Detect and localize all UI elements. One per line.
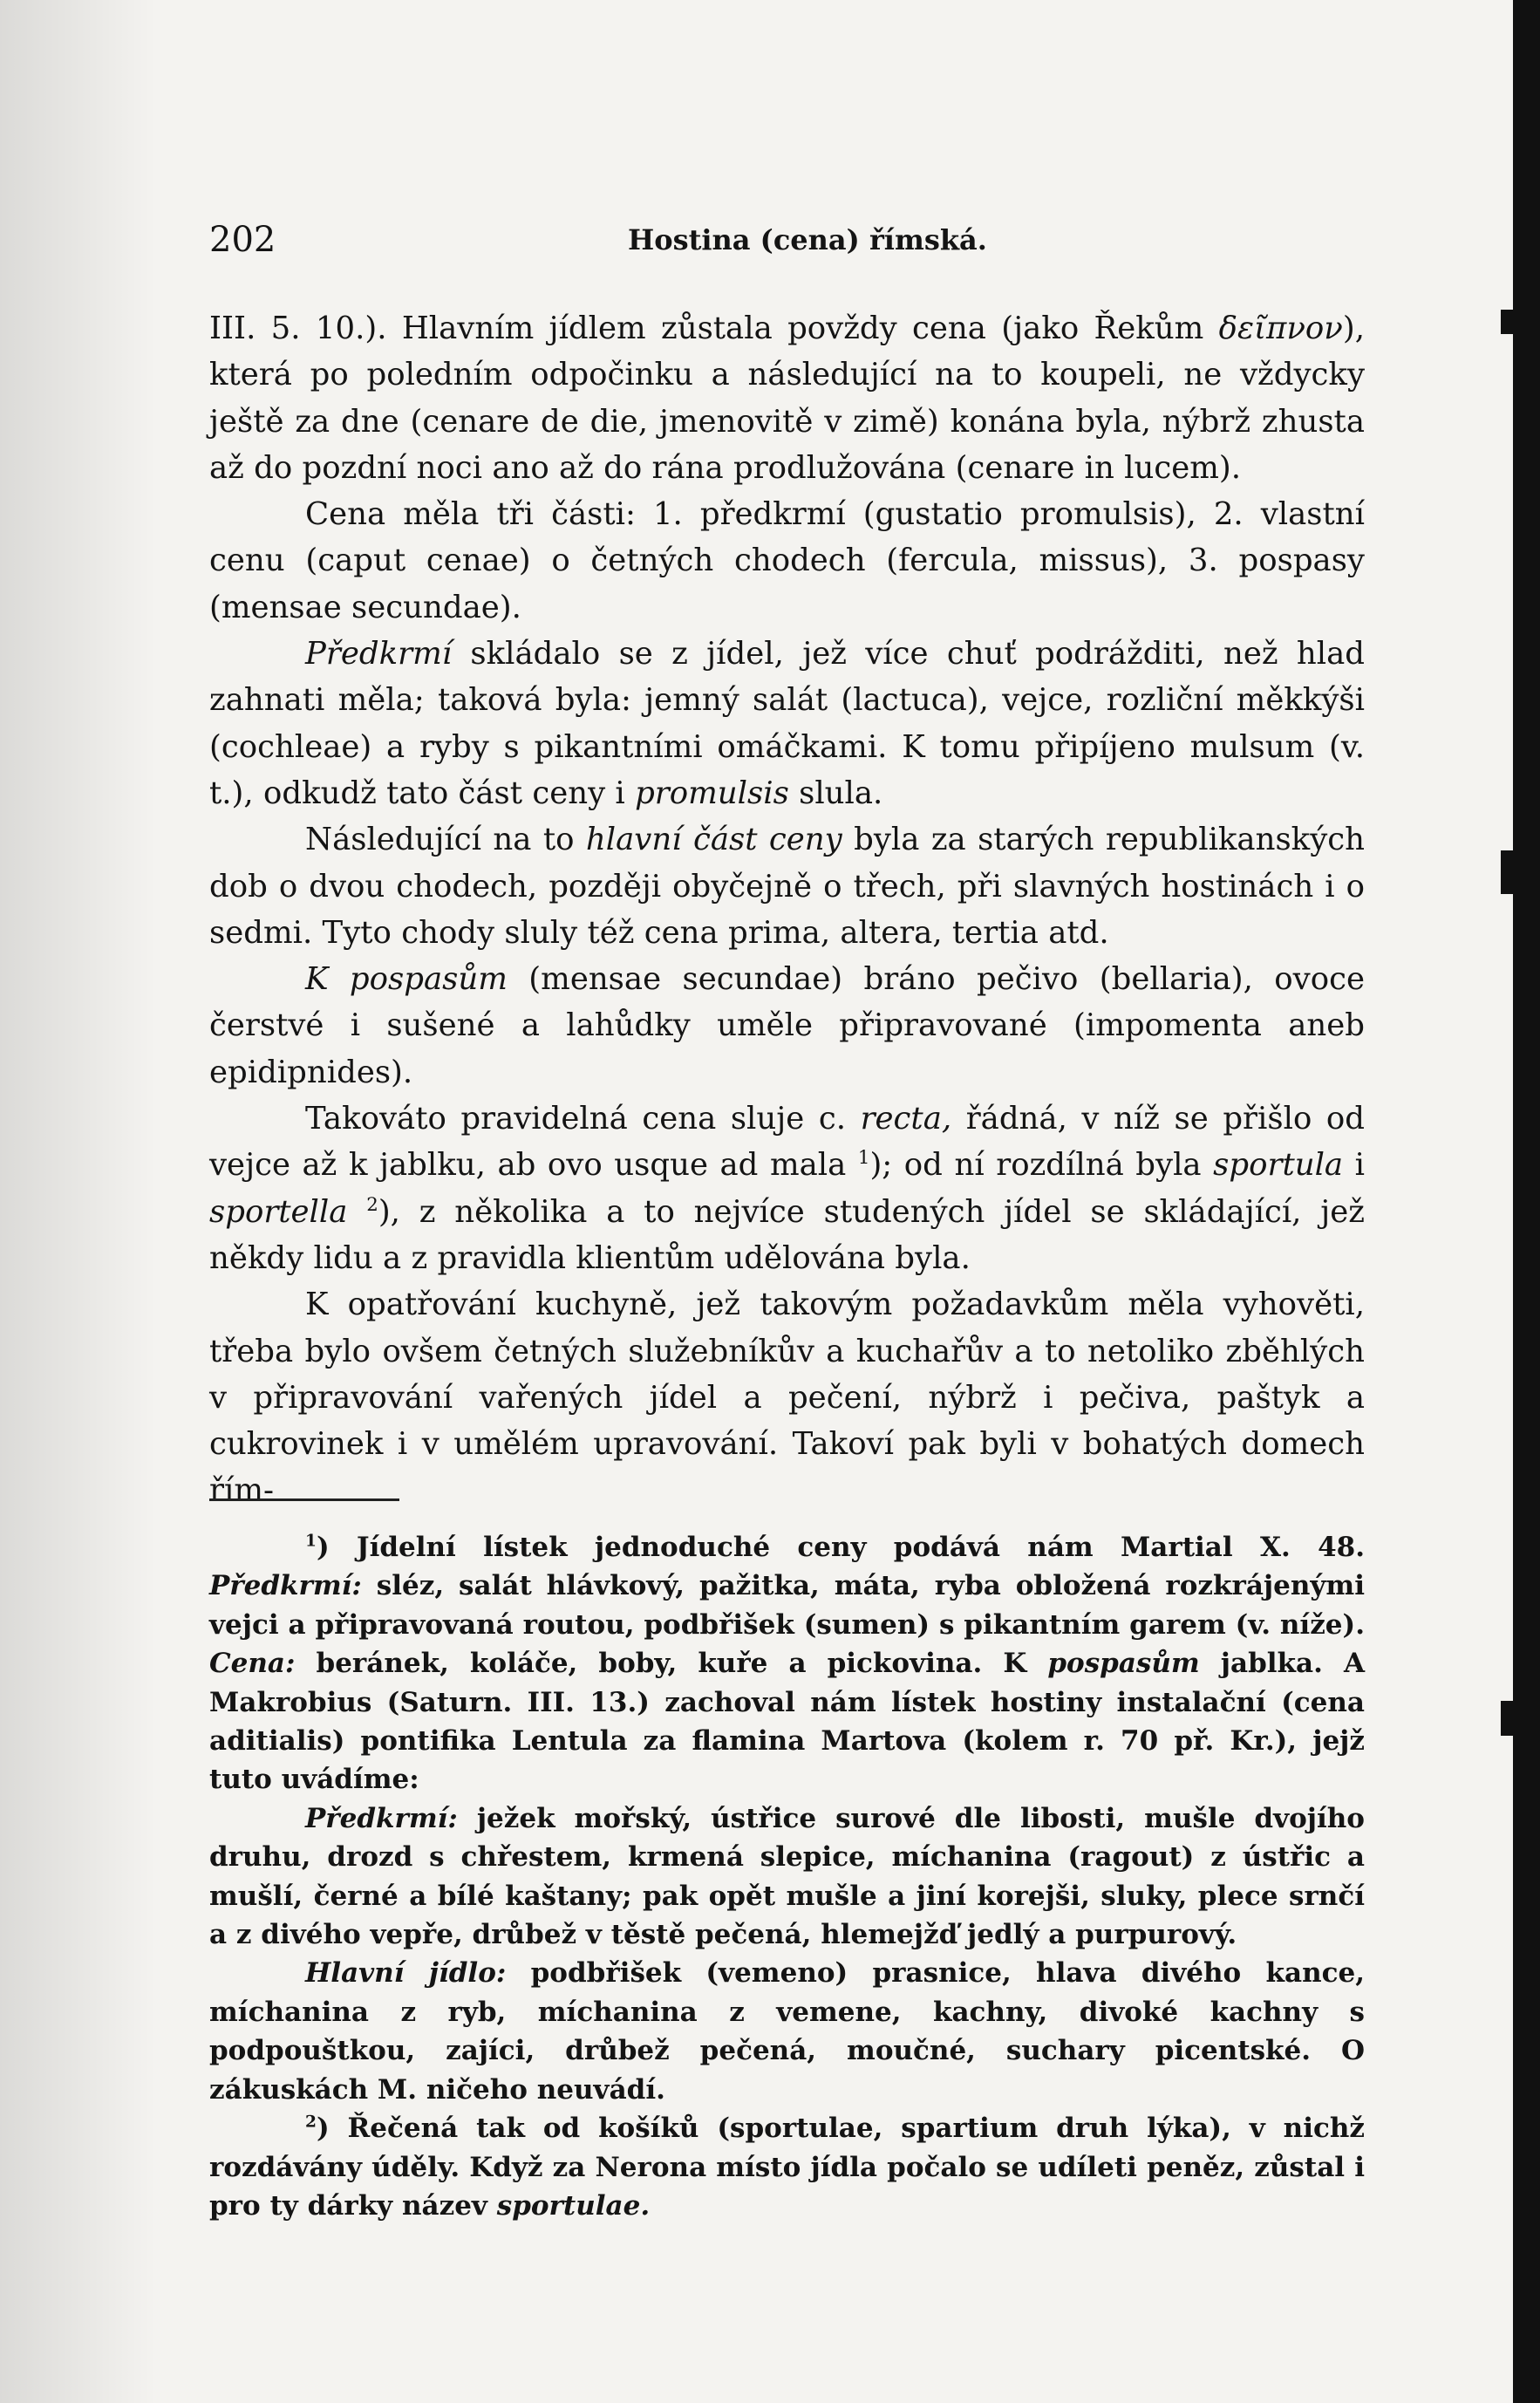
paragraph: III. 5. 10.). Hlavním jídlem zůstala povždy cena (jako Řekům δεῖπνον), která po poledním odpočinku a následující na to koupeli, ne vždycky ještě za dne (cenare de die, jmenovitě v zimě) konána byla, nýbrž zhusta až do pozdní noci ano až do rána prodlužována (cenare in lucem). [209, 311, 1365, 486]
emphasis: sportulae. [496, 2189, 651, 2222]
emphasis: promulsis [635, 775, 789, 811]
emphasis: Předkrmí [305, 636, 453, 672]
emphasis: Předkrmí: [209, 1570, 362, 1602]
footnote-ref[interactable]: 1 [857, 1147, 870, 1170]
paragraph: Cena měla tři části: 1. předkrmí (gustatio promulsis), 2. vlastní cenu (caput cenae) o četných chodech (fercula, missus), 3. pospasy (mensae secundae). [209, 496, 1365, 625]
footnote-ref[interactable]: 2 [366, 1193, 378, 1216]
emphasis: pospasům [1047, 1648, 1200, 1680]
emphasis: hlavní část ceny [585, 822, 842, 858]
footnote: $^1$) Jídelní lístek jednoduché ceny podává nám Martial X. 48. Předkrmí: sléz, salát hlávkový, pažitka, máta, ryba obložená rozkrájenými vejci a připravovaná routou, podbřišek (sumen) s pikantním garem (v. níže). Cena: beránek, koláče, boby, kuře a pickovina. K pospasům jablka. A Makrobius (Saturn. III. 13.) zachoval nám lístek hostiny instalační (cena aditialis) pontifika Lentula za flamina Martova (kolem r. 70 př. Kr.), jejž tuto uvádíme: [209, 1532, 1365, 1796]
paragraph: Následující na to hlavní část ceny byla za starých republikanských dob o dvou chodech, později obyčejně o třech, při slavných hostinách i o sedmi. Tyto chody sluly též cena prima, altera, tertia atd. [209, 822, 1365, 951]
paragraph: Takováto pravidelná cena sluje c. recta, řádná, v níž se přišlo od vejce až k jablku, ab ovo usque ad mala $^1$); od ní rozdílná byla sportula i sportella $^2$), z několika a to nejvíce studených jídel se skládající, jež někdy lidu a z pravidla klientům udělována byla. [209, 1101, 1366, 1276]
footnote-mark: 2 [305, 2113, 317, 2132]
scan-edge-mark [1501, 850, 1513, 894]
emphasis: sportula [1213, 1147, 1344, 1184]
main-text [209, 305, 1365, 1514]
footnote-mark: 1 [305, 1532, 317, 1551]
emphasis: Hlavní jídlo: [305, 1957, 507, 1990]
running-head: Hostina (cena) římská. [628, 223, 987, 256]
page-header [209, 220, 1365, 272]
scan-edge-mark [1501, 310, 1513, 334]
scan-edge-mark [1501, 1701, 1513, 1736]
footnotes [209, 1528, 1365, 2225]
scan-border [1513, 0, 1540, 2403]
emphasis: recta, [860, 1101, 952, 1137]
emphasis: Cena: [209, 1648, 296, 1680]
footnote-divider [209, 1498, 399, 1501]
emphasis: Předkrmí: [305, 1802, 458, 1834]
footnote-continuation: Předkrmí: ježek mořský, ústřice surové dle libosti, mušle dvojího druhu, drozd s chřestem, krmená slepice, míchanina (ragout) z ústřic a mušlí, černé a bílé kaštany; pak opět mušle a jiní korejši, sluky, plece srnčí a z divého vepře, drůbež v těstě pečená, hlemejžď jedlý a purpurový. [209, 1802, 1365, 1951]
paragraph: K opatřování kuchyně, jež takovým požadavkům měla vyhověti, třeba bylo ovšem četných služebníkův a kuchařův a to netoliko zběhlých v připravování vařených jídel a pečení, nýbrž i pečiva, paštyk a cukrovinek i v umělém upravování. Takoví pak byli v bohatých domech řím- [209, 1287, 1365, 1509]
paragraph: K pospasům (mensae secundae) bráno pečivo (bellaria), ovoce čerstvé i sušené a lahůdky uměle připravované (impomenta aneb epidipnides). [209, 961, 1365, 1090]
footnote: $^2$) Řečená tak od košíků (sportulae, spartium druh lýka), v nichž rozdávány úděly. Když za Nerona místo jídla počalo se udíleti peněz, zůstal i pro ty dárky název sportulae. [209, 2113, 1365, 2222]
emphasis: K pospasům [305, 961, 508, 998]
emphasis: sportella [209, 1193, 348, 1230]
greek-word: δεῖπνον [1218, 311, 1343, 346]
paragraph: Předkrmí skládalo se z jídel, jež více chuť podrážditi, než hlad zahnati měla; taková byla: jemný salát (lactuca), vejce, rozliční měkkýši (cochleae) a ryby s pikantními omáčkami. K tomu připíjeno mulsum (v. t.), odkudž tato část ceny i promulsis slula. [209, 636, 1365, 811]
footnote-continuation: Hlavní jídlo: podbřišek (vemeno) prasnice, hlava divého kance, míchanina z ryb, míchanina z vemene, kachny, divoké kachny s podpouštkou, zajíci, drůbež pečená, moučné, suchary picentské. O zákuskách M. ničeho neuvádí. [209, 1957, 1366, 2106]
page-number: 202 [209, 220, 276, 260]
